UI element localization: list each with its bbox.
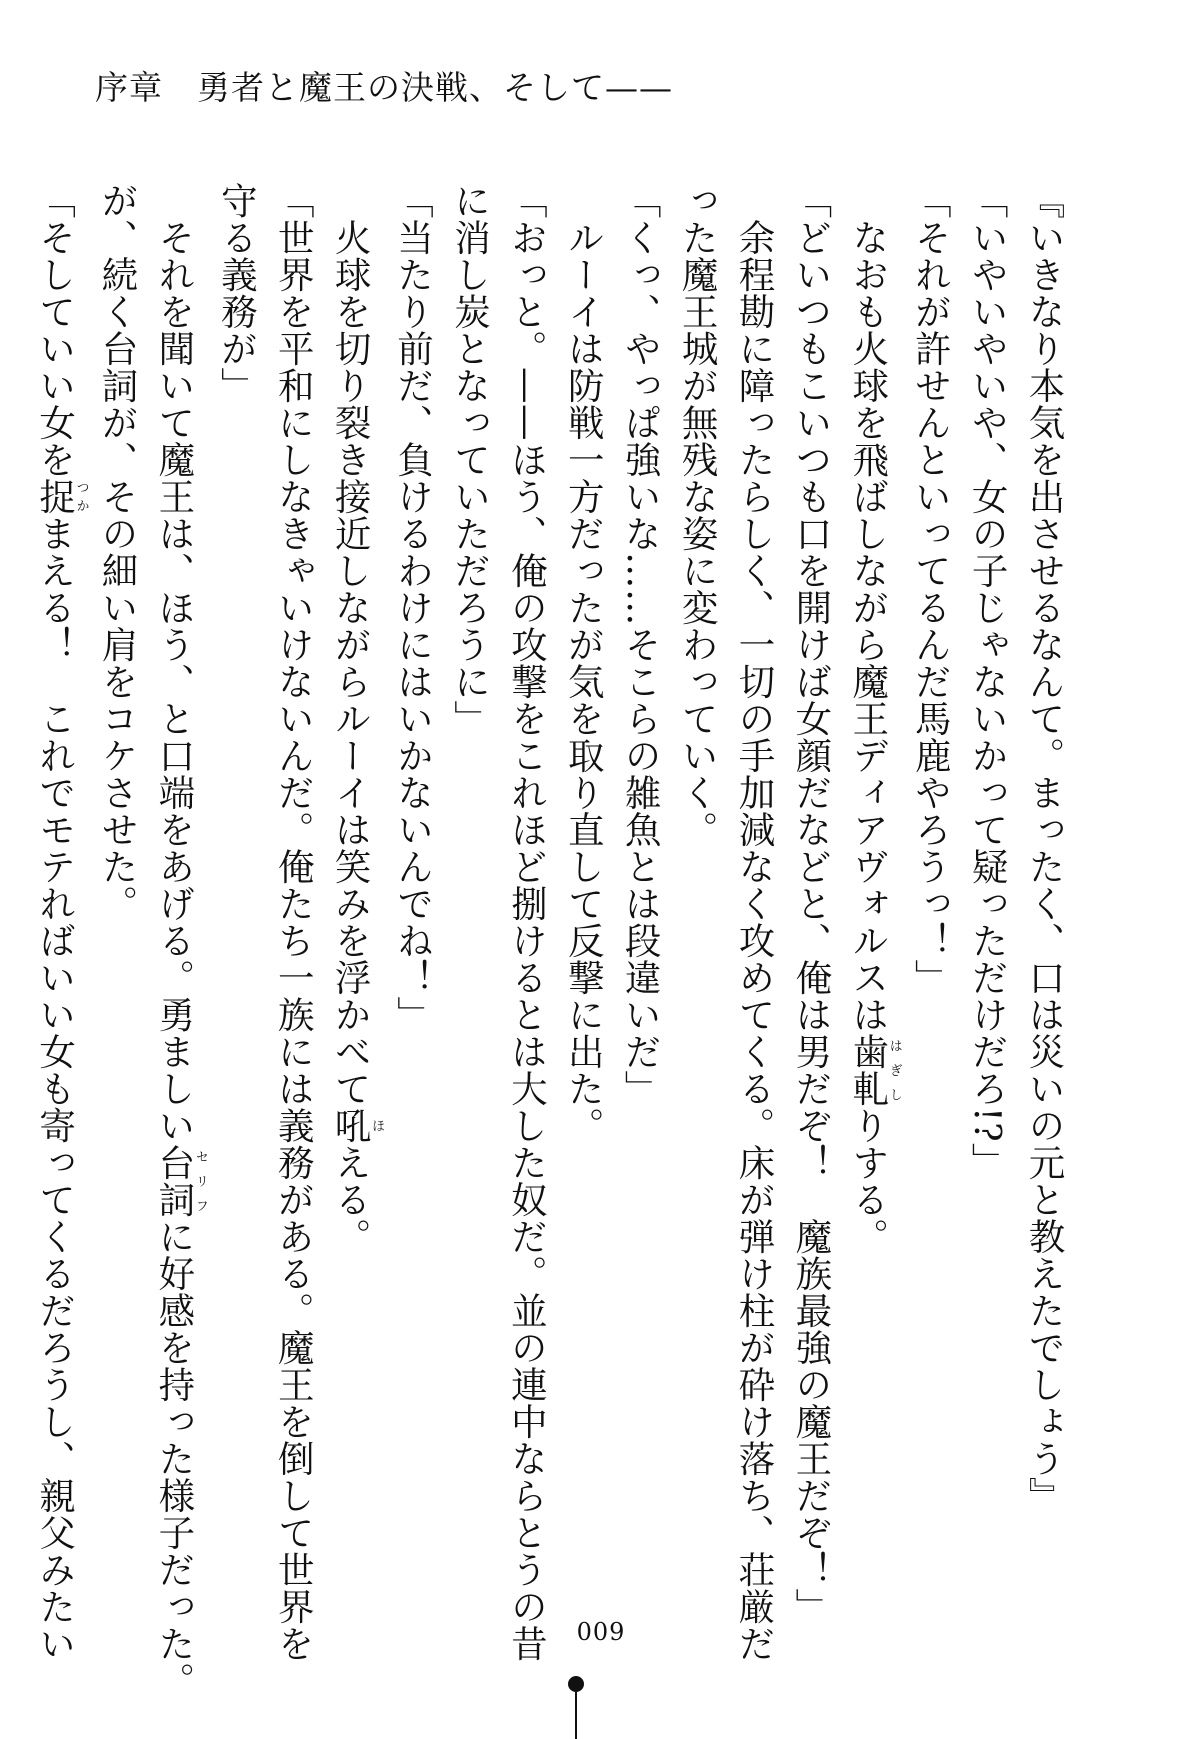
text-segment: 「当たり前だ、負けるわけにはいかないんでね！」 (391, 182, 435, 1033)
text-segment: に消し炭となっていただろうに」 (448, 182, 492, 737)
text-segment: それを聞いて魔王は、ほう、と口端をあげる。勇ましい (152, 218, 196, 1144)
ruby-annotation (329, 1106, 385, 1144)
page-rule-ornament (575, 1692, 577, 1739)
text-segment: 「くっ、やっぱ強いな……そこらの雑魚とは段違いだ」 (619, 182, 663, 1107)
page-number: 009 (576, 1618, 626, 1646)
page-dot-ornament (568, 1676, 584, 1692)
text-segment: った魔王城が無残な姿に変わっていく。 (676, 182, 720, 848)
text-segment: まえる！ これでモテればいい女も寄ってくるだろうし、親父みたい (33, 515, 77, 1662)
text-line (901, 182, 958, 1542)
text-line (668, 182, 725, 1542)
text-segment: りする。 (846, 1106, 890, 1255)
text-segment: ルーイは防戦一方だったが気を取り直して反撃に出た。 (562, 218, 606, 1144)
ruby-annotation (152, 1143, 208, 1218)
text-line (725, 182, 782, 1662)
text-line (384, 182, 441, 1542)
text-segment: 「そしていい女を (33, 182, 77, 478)
ruby-annotation (33, 478, 89, 515)
text-line (207, 182, 264, 1542)
text-segment: 『いきなり本気を出させるなんて。まったく、口は災いの元と教えたでしょう』 (1023, 182, 1066, 1514)
text-segment: 余程勘に障ったらしく、一切の手加減なく攻めてくる。床が弾け柱が砕け落ち、荘厳だ (732, 218, 776, 1662)
text-segment: 「どいつもこいつも口を開けば女顔だなどと、俺は男だぞ！ 魔族最強の魔王だぞ！」 (789, 182, 833, 1625)
text-segment: 「世界を平和にしなきゃいけないんだ。俺たち一族には義務がある。魔王を倒して世界を (272, 182, 316, 1662)
ruby-base: 歯軋 (846, 1032, 890, 1107)
text-line (958, 182, 1015, 1542)
text-segment: 守る義務が」 (215, 182, 259, 404)
text-line (497, 182, 554, 1662)
ruby-reading: つか (73, 478, 89, 515)
text-segment: なおも火球を飛ばしながら魔王ディアヴォルスは (846, 218, 890, 1033)
chapter-title: 序章 勇者と魔王の決戦、そして—— (95, 68, 673, 107)
text-segment: 火球を切り裂き接近しながらルーイは笑みを浮かべて (329, 218, 373, 1107)
text-segment: に好感を持った様子だった。 (152, 1217, 196, 1699)
text-line (839, 182, 901, 1542)
text-line (321, 182, 383, 1542)
ruby-base: 吼 (329, 1106, 373, 1144)
text-line (145, 182, 208, 1699)
text-line (264, 182, 321, 1662)
text-segment: える。 (329, 1143, 373, 1255)
text-segment: 「いやいやいや、女の子じゃないかって疑っただけだろ!?」 (966, 182, 1010, 1180)
ruby-annotation (846, 1032, 902, 1107)
text-line (554, 182, 611, 1542)
text-segment: が、続く台詞が、その細い肩をコケさせた。 (96, 182, 139, 922)
ruby-base: 台詞 (152, 1143, 196, 1218)
ruby-reading: ほ (369, 1106, 385, 1144)
text-line (1015, 182, 1072, 1542)
ruby-reading: セリフ (192, 1143, 208, 1218)
text-segment: 「それが許せんといってるんだ馬鹿やろうっ！」 (909, 182, 953, 996)
text-segment: 「おっと。——ほう、俺の攻撃をこれほど捌けるとは大した奴だ。並の連中ならとうの昔 (505, 182, 549, 1662)
ruby-reading: はぎし (886, 1032, 902, 1107)
text-line (441, 182, 498, 1542)
text-line (26, 182, 89, 1662)
text-line (782, 182, 839, 1625)
ruby-base: 捉 (33, 478, 77, 515)
text-line (611, 182, 668, 1542)
text-line (88, 182, 145, 1542)
